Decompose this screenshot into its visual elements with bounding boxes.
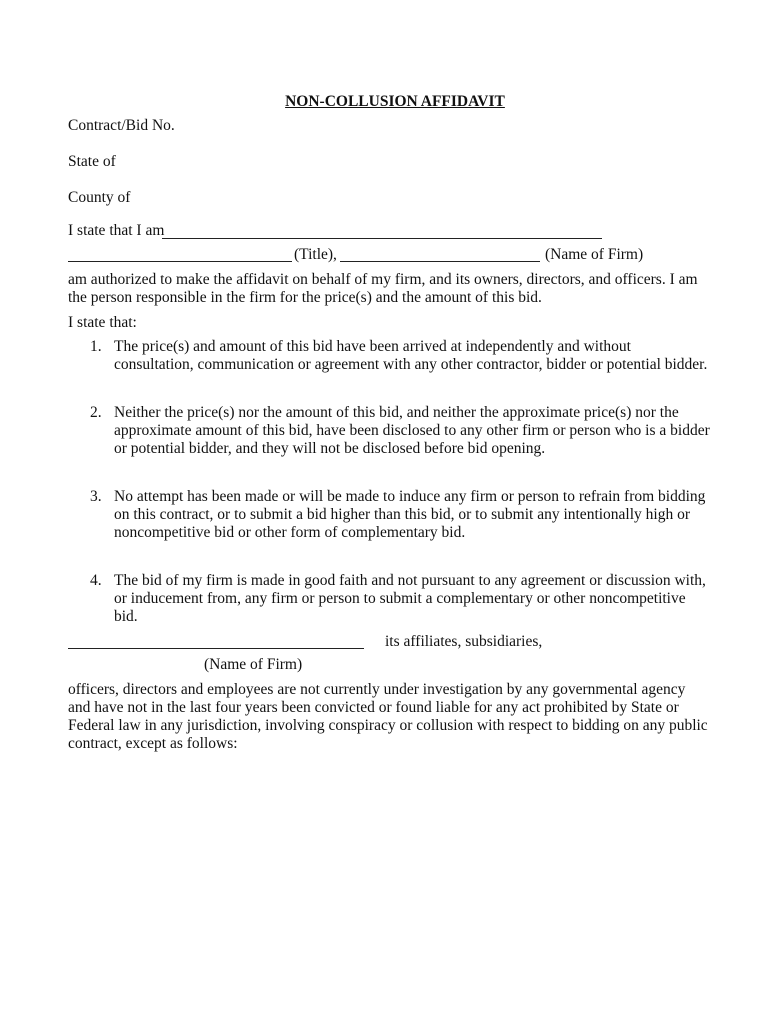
affiliates-text: its affiliates, subsidiaries, (385, 633, 543, 650)
name-of-firm-label: (Name of Firm) (545, 246, 644, 263)
contract-bid-label: Contract/Bid No. (68, 117, 175, 134)
list-item-number: 4. (90, 572, 102, 589)
list-item-text: The bid of my firm is made in good faith and not pursuant to any agreement or discussion with, or inducement from, any firm or person to submit a complementary or other noncompetitive bid. (114, 572, 706, 625)
list-item-text: Neither the price(s) nor the amount of this bid, and neither the approximate price(s) nor the approximate amount of this bid, have been disclosed to any other firm or person who is a bidder or potential bidder, and they will not be disclosed before bid opening. (114, 404, 710, 457)
county-label: County of (68, 189, 131, 206)
list-item-number: 3. (90, 488, 102, 505)
authorized-paragraph: am authorized to make the affidavit on behalf of my firm, and its owners, directors, and officers. I am the person responsible in the firm for the price(s) and the amount of this bid. (68, 271, 698, 306)
list-item (90, 404, 710, 458)
list-item-number: 2. (90, 404, 102, 421)
list-item (90, 338, 710, 374)
title-blank-line[interactable] (68, 261, 292, 262)
affiliate-firm-blank-line[interactable] (68, 648, 364, 649)
list-item-text: No attempt has been made or will be made to induce any firm or person to refrain from bidding on this contract, or to submit a bid higher than this bid, or to submit any intentionally high or noncompetitive bid or other form of complementary bid. (114, 488, 706, 541)
list-item-text: The price(s) and amount of this bid have been arrived at independently and without consultation, communication or agreement with any other contractor, bidder or potential bidder. (114, 338, 708, 373)
i-state-label: I state that I am (68, 222, 165, 239)
state-label: State of (68, 153, 116, 170)
closing-paragraph: officers, directors and employees are not currently under investigation by any governmental agency and have not in the last four years been convicted or found liable for any act prohibited by State or Federal law in any jurisdiction, involving conspiracy or collusion with respect to bidding on any public contract, except as follows: (68, 681, 708, 752)
title-label: (Title), (294, 246, 337, 263)
firm-blank-line[interactable] (340, 261, 540, 262)
name-blank-line[interactable] (162, 238, 602, 239)
document-title: NON-COLLUSION AFFIDAVIT (285, 93, 505, 110)
i-state-that-label: I state that: (68, 314, 137, 331)
list-item (90, 488, 710, 542)
name-of-firm-caption: (Name of Firm) (204, 656, 303, 673)
list-item (90, 572, 710, 626)
list-item-number: 1. (90, 338, 102, 355)
